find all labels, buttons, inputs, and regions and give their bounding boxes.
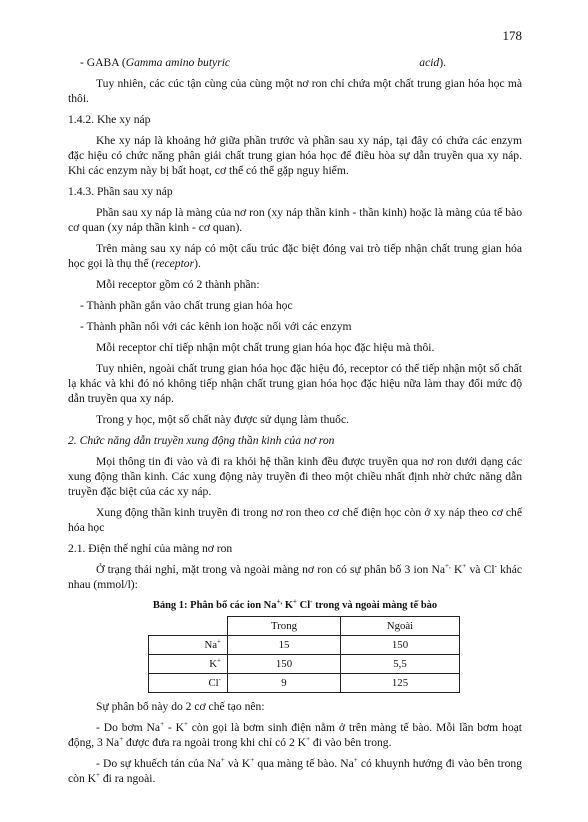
- ion-label: Cl-: [149, 674, 228, 693]
- paragraph-14: - Do sự khuếch tán của Na+ và K+ qua màng tế bào. Na+ có khuynh hướng đi vào bên trong còn K+ đi ra ngoài.: [68, 756, 523, 785]
- bullet-2: - Thành phần nối với các kênh ion hoặc nối với các enzym: [80, 320, 352, 333]
- inside-value: 9: [228, 674, 341, 693]
- outside-value: 5,5: [341, 655, 460, 674]
- table-row: [149, 674, 460, 693]
- heading-2-1: 2.1. Điện thế nghỉ của màng nơ ron: [68, 542, 233, 555]
- paragraph-4: Trên màng sau xy náp có một cấu trúc đặc biệt đóng vai trò tiếp nhận chất trung gian hóa học gọi là thụ thể (receptor).: [68, 242, 522, 270]
- table-corner-cell: [149, 617, 228, 636]
- paragraph-13: - Do bơm Na+ - K+ còn gọi là bơm sinh điện nằm ở trên màng tế bào. Mỗi lần bơm hoạt động, 3 Na+ được đưa ra ngoài trong khi chỉ có 2 K+ đi vào bên trong.: [68, 720, 523, 749]
- gaba-italic-1: Gamma amino butyric: [125, 56, 231, 69]
- paragraph-3: Phần sau xy náp là màng của nơ ron (xy náp thần kinh - thần kinh) hoặc là màng của tế bào cơ quan (xy náp thần kinh - cơ quan).: [68, 206, 522, 234]
- paragraph-10: Xung động thần kinh truyền đi trong nơ ron theo cơ chế điện học còn ở xy náp theo cơ chế hóa học: [68, 506, 522, 534]
- paragraph-8: Trong y học, một số chất này được sử dụng làm thuốc.: [96, 413, 350, 426]
- heading-1-4-3: 1.4.3. Phần sau xy náp: [68, 185, 173, 198]
- column-header-inside: Trong: [228, 617, 341, 636]
- table-row: [149, 655, 460, 674]
- inside-value: 150: [228, 655, 341, 674]
- gaba-italic-2: acid: [419, 56, 440, 69]
- bullet-1: - Thành phần gắn vào chất trung gian hóa học: [80, 299, 293, 312]
- heading-2: 2. Chức năng dẫn truyền xung động thần kinh của nơ ron: [68, 434, 335, 447]
- paragraph-5: Mỗi receptor gồm có 2 thành phần:: [96, 278, 260, 291]
- gaba-suffix: ).: [439, 56, 446, 69]
- heading-1-4-2: 1.4.2. Khe xy náp: [68, 113, 151, 126]
- paragraph-6: Mỗi receptor chỉ tiếp nhận một chất trung gian hóa học đặc hiệu mà thôi.: [96, 341, 435, 354]
- gaba-bullet: [68, 55, 522, 70]
- page-content: [68, 55, 522, 792]
- page-number: 178: [502, 28, 522, 43]
- table-row: [149, 636, 460, 655]
- gaba-prefix: - GABA (: [80, 56, 126, 69]
- ion-label: Na+: [149, 636, 228, 655]
- paragraph-1: Tuy nhiên, các cúc tận cùng của cùng một nơ ron chỉ chứa một chất trung gian hóa học mà thôi.: [68, 77, 522, 105]
- outside-value: 150: [341, 636, 460, 655]
- ion-label: K+: [149, 655, 228, 674]
- inside-value: 15: [228, 636, 341, 655]
- column-header-outside: Ngoài: [341, 617, 460, 636]
- paragraph-12: Sự phân bố này do 2 cơ chế tạo nên:: [96, 700, 265, 713]
- paragraph-9: Mọi thông tin đi vào và đi ra khỏi hệ thần kinh đều được truyền qua nơ ron dưới dạng các xung động thần kinh. Các xung động này truyền đi theo một chiều nhất định nhờ chức năng dẫn truyền đặc biệt của các xy náp.: [68, 455, 522, 498]
- paragraph-2: Khe xy náp là khoảng hở giữa phần trước và phần sau xy náp, tại đây có chứa các enzym đặc hiệu có chức năng phân giải chất trung gian hóa học để điều hòa sự dẫn truyền qua xy náp. Khi các enzym này bị bất hoạt, cơ thể có thể gặp nguy hiểm.: [68, 134, 522, 177]
- ion-distribution-table: [148, 616, 460, 693]
- outside-value: 125: [341, 674, 460, 693]
- receptor-term: receptor: [155, 257, 195, 270]
- table-header-row: [149, 617, 460, 636]
- paragraph-7: Tuy nhiên, ngoài chất trung gian hóa học đặc hiệu đó, receptor có thể tiếp nhận một số chất lạ khác và khi đó nó không tiếp nhận chất trung gian hóa học đặc hiệu nữa làm thay đổi mức độ dẫn truyền qua xy náp.: [68, 362, 522, 405]
- paragraph-11: Ở trạng thái nghỉ, mặt trong và ngoài màng nơ ron có sự phân bố 3 ion Na+, K+ và Cl- khác nhau (mmol/l):: [68, 562, 522, 591]
- table-caption: Bảng 1: Phân bố các ion Na+, K+ Cl- trong và ngoài màng tế bào: [152, 597, 438, 611]
